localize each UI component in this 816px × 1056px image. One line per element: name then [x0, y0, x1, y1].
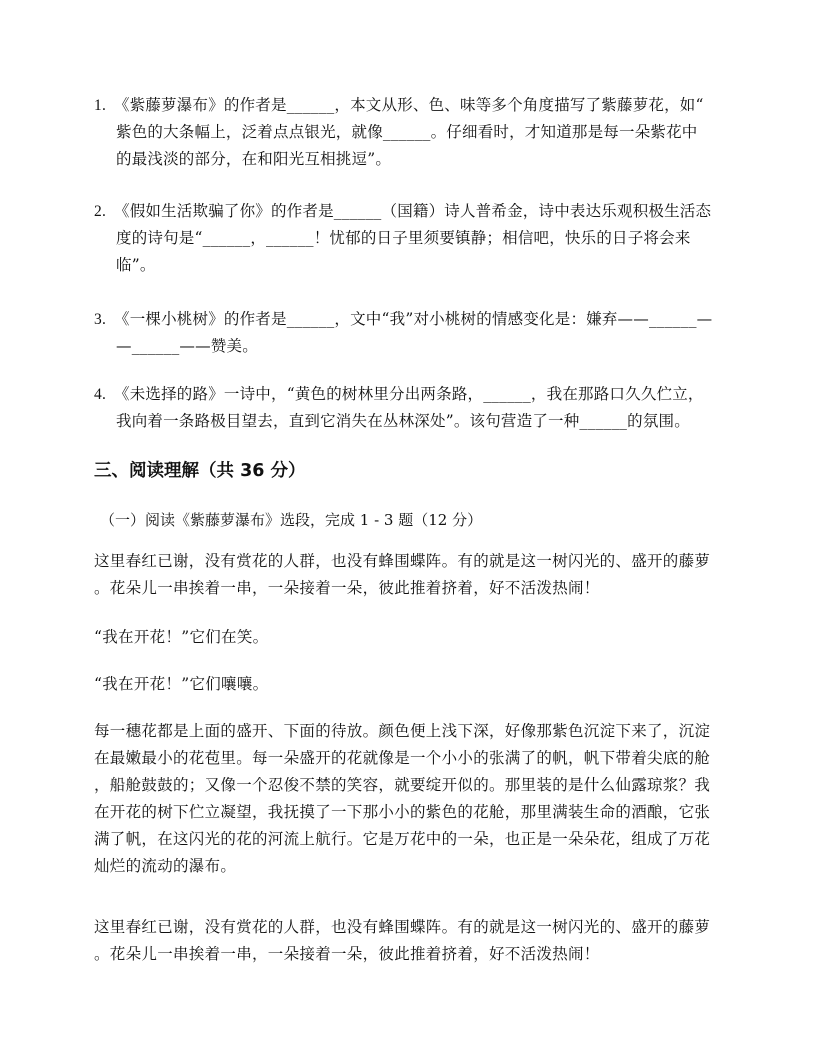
question-line: 3. 《一棵小桃树》的作者是______，文中“我”对小桃树的情感变化是：嫌弃——______—	[94, 306, 734, 333]
question-line: 2. 《假如生活欺骗了你》的作者是______（国籍）诗人普希金，诗中表达乐观积极生活态	[94, 198, 734, 225]
passage-line: “我在开花！”它们在笑。	[94, 628, 269, 646]
passage-line: 每一穗花都是上面的盛开、下面的待放。颜色便上浅下深，好像那紫色沉淀下来了，沉淀	[94, 722, 711, 740]
question-number: 3.	[94, 311, 107, 328]
question-number: 1.	[94, 97, 107, 114]
question-line: 的最浅淡的部分，在和阳光互相挑逗”。	[116, 150, 392, 168]
question-line: 紫色的大条幅上，泛着点点银光，就像______。仔细看时，才知道那是每一朵紫花中	[116, 123, 698, 141]
question-line: —______——赞美。	[116, 337, 258, 355]
passage-line: 在最嫩最小的花苞里。每一朵盛开的花就像是一个小小的张满了的帆，帆下带着尖底的舱	[94, 749, 711, 767]
passage-paragraph-4	[94, 718, 724, 880]
question-number: 2.	[94, 203, 107, 220]
question-4	[94, 381, 734, 435]
section-title: 三、阅读理解（共 36 分）	[94, 461, 306, 481]
question-line: 临”。	[116, 256, 156, 274]
passage-paragraph-5	[94, 914, 724, 968]
question-2	[94, 198, 734, 279]
passage-paragraph-1	[94, 548, 724, 602]
question-line: 度的诗句是“______，______！忧郁的日子里须要镇静；相信吧，快乐的日子将会来	[116, 229, 691, 247]
passage-line: 。花朵儿一串挨着一串，一朵接着一朵，彼此推着挤着，好不活泼热闹！	[94, 579, 600, 597]
passage-paragraph-3	[94, 671, 724, 698]
passage-line: ，船舱鼓鼓的；又像一个忍俊不禁的笑容，就要绽开似的。那里装的是什么仙露琼浆？我	[94, 776, 711, 794]
question-line: 我向着一条路极目望去，直到它消失在丛林深处”。该句营造了一种______的氛围。	[116, 412, 690, 430]
passage-line: 满了帆，在这闪光的花的河流上航行。它是万花中的一朵，也正是一朵朵花，组成了万花	[94, 830, 711, 848]
passage-paragraph-2	[94, 624, 724, 651]
passage-line: 灿烂的流动的瀑布。	[94, 857, 237, 875]
passage-line: 在开花的树下伫立凝望，我抚摸了一下那小小的紫色的花舱，那里满装生命的酒酿，它张	[94, 803, 711, 821]
question-number: 4.	[94, 386, 107, 403]
question-line: 1. 《紫藤萝瀑布》的作者是______，本文从形、色、味等多个角度描写了紫藤萝花，如“	[94, 92, 734, 119]
question-1	[94, 92, 734, 173]
passage-line: 这里春红已谢，没有赏花的人群，也没有蜂围蝶阵。有的就是这一树闪光的、盛开的藤萝	[94, 918, 711, 936]
passage-line: 。花朵儿一串挨着一串，一朵接着一朵，彼此推着挤着，好不活泼热闹！	[94, 945, 600, 963]
passage-line: “我在开花！”它们嚷嚷。	[94, 675, 269, 693]
section-subtitle: （一）阅读《紫藤萝瀑布》选段，完成 1 - 3 题（12 分）	[100, 511, 483, 529]
question-line: 4. 《未选择的路》一诗中，“黄色的树林里分出两条路，______，我在那路口久久伫立，	[94, 381, 734, 408]
question-3	[94, 306, 734, 360]
passage-line: 这里春红已谢，没有赏花的人群，也没有蜂围蝶阵。有的就是这一树闪光的、盛开的藤萝	[94, 552, 711, 570]
